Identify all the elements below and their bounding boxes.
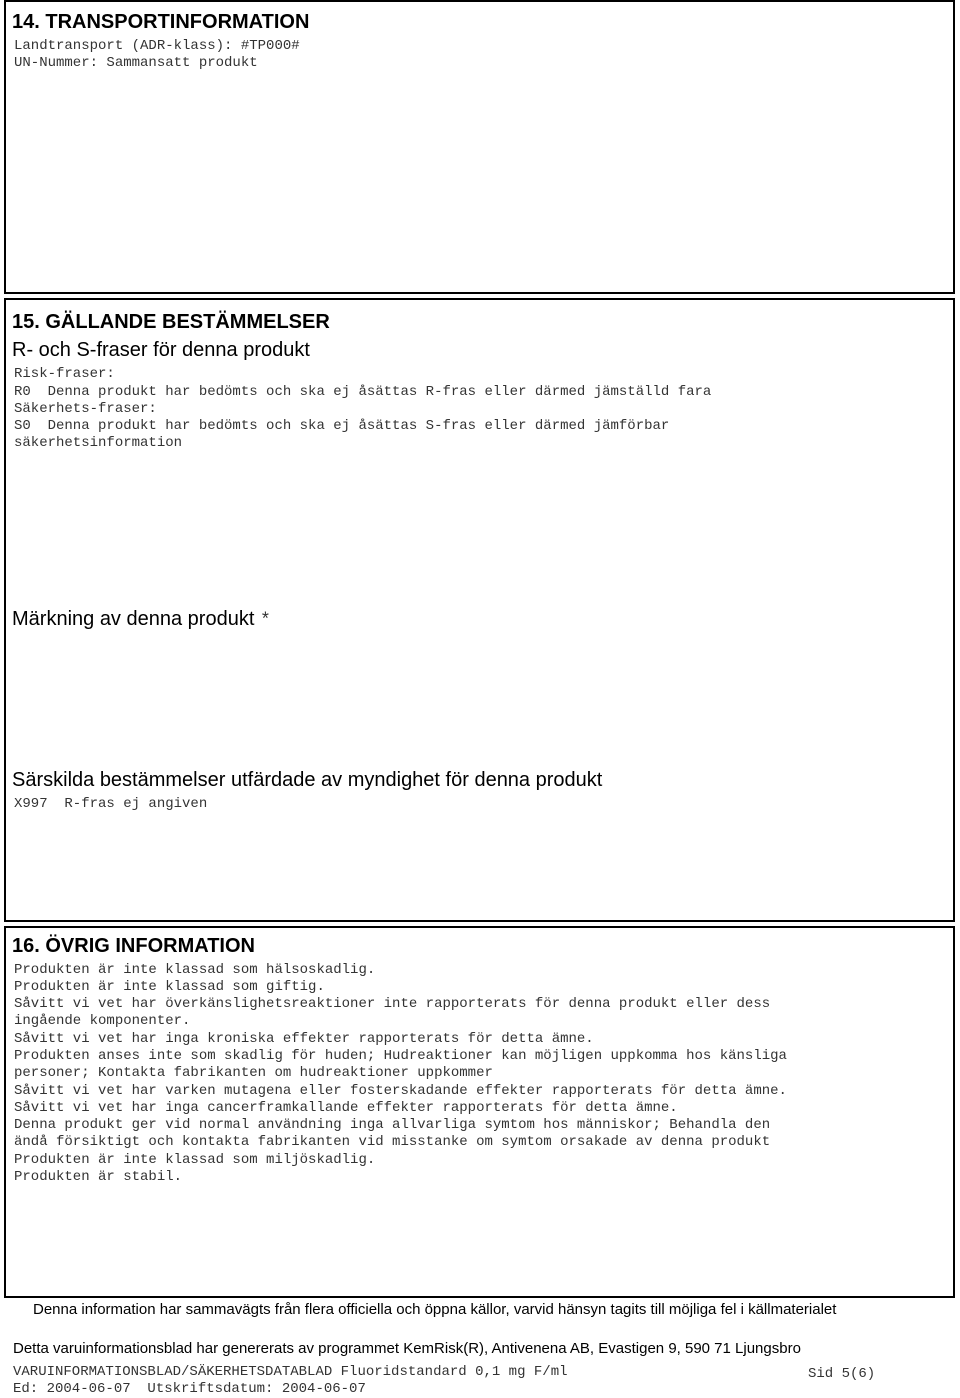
info-line: Såvitt vi vet har inga cancerframkallande effekter rapporterats för detta ämne. xyxy=(14,1100,678,1116)
un-number-line: UN-Nummer: Sammansatt produkt xyxy=(14,55,258,71)
info-line: Produkten är inte klassad som miljöskadlig. xyxy=(14,1152,376,1168)
info-line: Produkten är inte klassad som giftig. xyxy=(14,979,325,995)
info-line: Såvitt vi vet har varken mutagena eller fosterskadande effekter rapporterats för detta ämne. xyxy=(14,1083,787,1099)
disclaimer-text: Denna information har sammavägts från flera officiella och öppna källor, varvid hänsyn tagits till möjliga fel i källmaterialet xyxy=(33,1301,837,1318)
info-line: Såvitt vi vet har överkänslighetsreaktioner inte rapporterats för denna produkt eller dess xyxy=(14,996,771,1012)
info-line: ändå försiktigt och kontakta fabrikanten vid misstanke om symtom orsakade av denna produkt xyxy=(14,1134,771,1150)
rs-phrases-subheading: R- och S-fraser för denna produkt xyxy=(12,339,310,361)
info-line: Produkten anses inte som skadlig för huden; Hudreaktioner kan möjligen uppkomma hos känsliga xyxy=(14,1048,787,1064)
marking-title xyxy=(12,607,271,631)
info-line: personer; Kontakta fabrikanten om hudreaktioner uppkommer xyxy=(14,1065,493,1081)
transport-line: Landtransport (ADR-klass): #TP000# xyxy=(14,38,300,54)
risk-phrase-r0: R0 Denna produkt har bedömts och ska ej åsättas R-fras eller därmed jämställd fara xyxy=(14,384,712,400)
info-line: Produkten är inte klassad som hälsoskadlig. xyxy=(14,962,376,978)
section-15-heading: 15. GÄLLANDE BESTÄMMELSER xyxy=(12,311,330,333)
section-14-box xyxy=(4,0,955,294)
page-number: Sid 5(6) xyxy=(808,1366,876,1382)
document-title-line: VARUINFORMATIONSBLAD/SÄKERHETSDATABLAD Fluoridstandard 0,1 mg F/ml xyxy=(13,1364,568,1380)
generator-text: Detta varuinformationsblad har genererats av programmet KemRisk(R), Antivenena AB, Evastigen 9, 590 71 Ljungsbro xyxy=(13,1340,801,1357)
section-15-box xyxy=(4,298,955,922)
section-14-heading: 14. TRANSPORTINFORMATION xyxy=(12,11,310,33)
section-16-box xyxy=(4,926,955,1298)
section-16-heading: 16. ÖVRIG INFORMATION xyxy=(12,935,255,957)
authority-title: Särskilda bestämmelser utfärdade av myndighet för denna produkt xyxy=(12,769,603,791)
edition-line: Ed: 2004-06-07 Utskriftsdatum: 2004-06-07 xyxy=(13,1381,366,1397)
marking-star: * xyxy=(259,611,271,631)
info-line: ingående komponenter. xyxy=(14,1013,191,1029)
authority-line: X997 R-fras ej angiven xyxy=(14,796,208,812)
marking-title-text: Märkning av denna produkt xyxy=(12,608,255,630)
safety-phrases-label: Säkerhets-fraser: xyxy=(14,401,157,417)
info-line: Produkten är stabil. xyxy=(14,1169,183,1185)
safety-phrase-s0-cont: säkerhetsinformation xyxy=(14,435,183,451)
risk-phrases-label: Risk-fraser: xyxy=(14,366,115,382)
info-line: Denna produkt ger vid normal användning inga allvarliga symtom hos människor; Behandla den xyxy=(14,1117,771,1133)
safety-phrase-s0: S0 Denna produkt har bedömts och ska ej åsättas S-fras eller därmed jämförbar xyxy=(14,418,670,434)
info-line: Såvitt vi vet har inga kroniska effekter rapporterats för detta ämne. xyxy=(14,1031,594,1047)
